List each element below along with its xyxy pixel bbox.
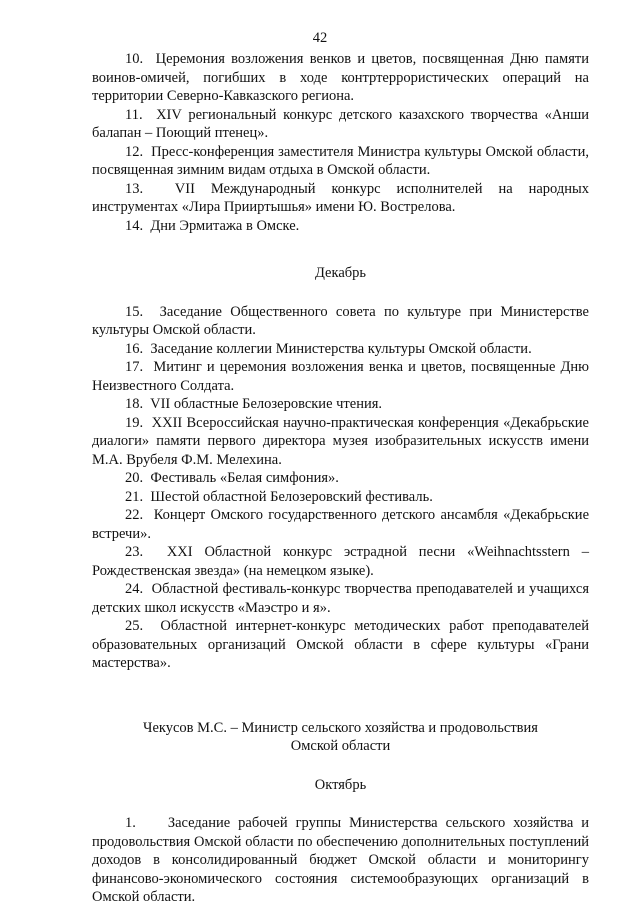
item-number: 25. (125, 618, 144, 634)
item-text: Заседание коллегии Министерства культуры Омской области. (150, 340, 532, 357)
item-text: Пресс-конференция заместителя Министра культуры Омской области, посвященная зимним видам отдыха в Омской области. (92, 143, 590, 178)
item-number: 24. (125, 581, 144, 597)
list-item (92, 180, 589, 217)
item-number: 15. (125, 303, 144, 320)
responsible-person (92, 719, 589, 756)
item-number: 20. (125, 470, 144, 486)
section-list-december (92, 303, 589, 673)
item-number: 16. (125, 340, 144, 357)
list-item (92, 814, 589, 907)
list-item (92, 217, 589, 236)
item-text: XXI Областной конкурс эстрадной песни «Weihnachtsstern – Рождественская звезда» (на немецком языке). (92, 544, 589, 579)
item-text: VII областные Белозеровские чтения. (150, 396, 383, 412)
item-text: XXII Всероссийская научно-практическая конференция «Декабрьские диалоги» памяти первого директора музея изобразительных искусств имени М.А. Врубеля Ф.М. Мелехина. (92, 414, 589, 468)
item-number: 22. (125, 507, 144, 523)
document-body (92, 50, 589, 907)
item-number: 17. (125, 359, 144, 375)
item-text: Фестиваль «Белая симфония». (150, 470, 339, 486)
item-text: Заседание Общественного совета по культуре при Министерстве культуры Омской области. (92, 303, 589, 338)
item-text: Заседание рабочей группы Министерства сельского хозяйства и продовольствия Омской области по обеспечению дополнительных поступлений доходов в консолидированный бюджет Омской области и мониторингу финансово-экономического состояния системообразующих организаций в Омской области. (92, 815, 589, 905)
item-number: 11. (125, 106, 143, 123)
item-text: Шестой областной Белозеровский фестиваль. (150, 488, 433, 505)
item-number: 10. (125, 51, 144, 67)
item-text: Церемония возложения венков и цветов, посвященная Дню памяти воинов-омичей, погибших в ходе контртеррористических операций на территории Северно-Кавказского региона. (92, 51, 590, 104)
item-number: 13. (125, 180, 144, 197)
item-text: Областной интернет-конкурс методических работ преподавателей образовательных организаций Омской области в сфере культуры «Грани мастерства». (92, 618, 590, 671)
responsible-line-1: Чекусов М.С. – Министр сельского хозяйства и продовольствия (143, 719, 538, 736)
item-number: 18. (125, 396, 144, 412)
item-number: 21. (125, 488, 144, 505)
list-item (92, 543, 589, 580)
item-number: 23. (125, 544, 144, 560)
item-number: 19. (125, 414, 144, 431)
item-number: 12. (125, 143, 144, 160)
item-text: Митинг и церемония возложения венка и цветов, посвященные Дню Неизвестного Солдата. (92, 359, 590, 394)
responsible-line-2: Омской области (290, 738, 391, 754)
month-heading-december: Декабрь (314, 265, 366, 281)
list-item (92, 395, 589, 414)
month-heading-october: Октябрь (314, 776, 367, 793)
item-text: VII Международный конкурс исполнителей на народных инструментах «Лира Прииртышья» имени Ю. Вострелова. (92, 180, 589, 215)
list-item (92, 143, 589, 180)
section-list-october (92, 814, 589, 907)
item-text: Областной фестиваль-конкурс творчества преподавателей и учащихся детских школ искусств «Маэстро и я». (92, 581, 589, 616)
item-number: 1. (125, 815, 136, 831)
item-number: 14. (125, 217, 144, 234)
list-item (92, 358, 589, 395)
list-item (92, 488, 589, 507)
list-item (92, 469, 589, 488)
list-item (92, 303, 589, 340)
list-item (92, 580, 589, 617)
list-item (92, 506, 589, 543)
list-item (92, 340, 589, 359)
list-item (92, 106, 589, 143)
item-text: XIV региональный конкурс детского казахского творчества «Анши балапан – Поющий птенец». (92, 106, 590, 141)
item-text: Дни Эрмитажа в Омске. (150, 217, 300, 234)
page-number: 42 (312, 30, 328, 46)
section-list-continued (92, 50, 589, 235)
list-item (92, 617, 589, 673)
list-item (92, 414, 589, 470)
item-text: Концерт Омского государственного детского ансамбля «Декабрьские встречи». (92, 507, 590, 542)
list-item (92, 50, 589, 106)
